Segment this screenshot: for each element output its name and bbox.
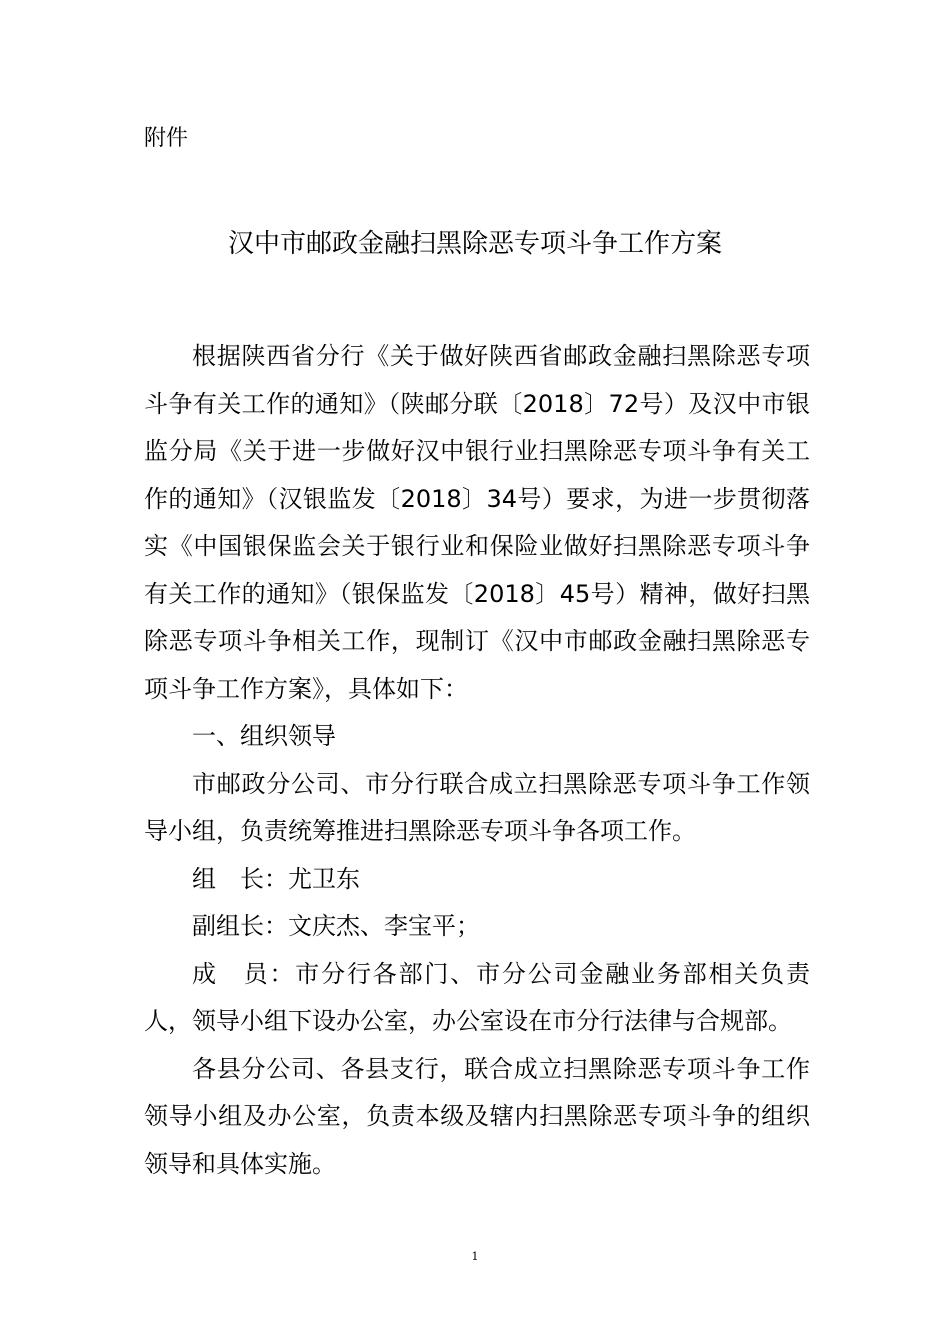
members-paragraph: 成 员：市分行各部门、市分公司金融业务部相关负责人，领导小组下设办公室，办公室设在市分行法律与合规部。: [144, 959, 810, 1035]
county-organization-paragraph: 各县分公司、各县支行，联合成立扫黑除恶专项斗争工作领导小组及办公室，负责本级及辖内扫黑除恶专项斗争的组织领导和具体实施。: [144, 1054, 810, 1178]
page-number: 1: [471, 1250, 479, 1263]
organization-paragraph: 市邮政分公司、市分行联合成立扫黑除恶专项斗争工作领导小组，负责统筹推进扫黑除恶专项斗争各项工作。: [144, 769, 810, 845]
document-title: 汉中市邮政金融扫黑除恶专项斗争工作方案: [227, 229, 722, 259]
section-heading-organization: 一、组织领导: [192, 722, 336, 750]
attachment-label: 附件: [144, 126, 189, 151]
deputy-leader-line: 副组长：文庆杰、李宝平；: [192, 912, 480, 940]
leader-line: 组 长：尤卫东: [192, 864, 360, 893]
document-body: [144, 333, 810, 1188]
intro-paragraph: 根据陕西省分行《关于做好陕西省邮政金融扫黑除恶专项斗争有关工作的通知》（陕邮分联〔2018〕72号）及汉中市银监分局《关于进一步做好汉中银行业扫黑除恶专项斗争有关工作的通知》（汉银监发〔2018〕34号）要求，为进一步贯彻落实《中国银保监会关于银行业和保险业做好扫黑除恶专项斗争有关工作的通知》（银保监发〔2018〕45号）精神，做好扫黑除恶专项斗争相关工作，现制订《汉中市邮政金融扫黑除恶专项斗争工作方案》，具体如下：: [144, 342, 810, 703]
